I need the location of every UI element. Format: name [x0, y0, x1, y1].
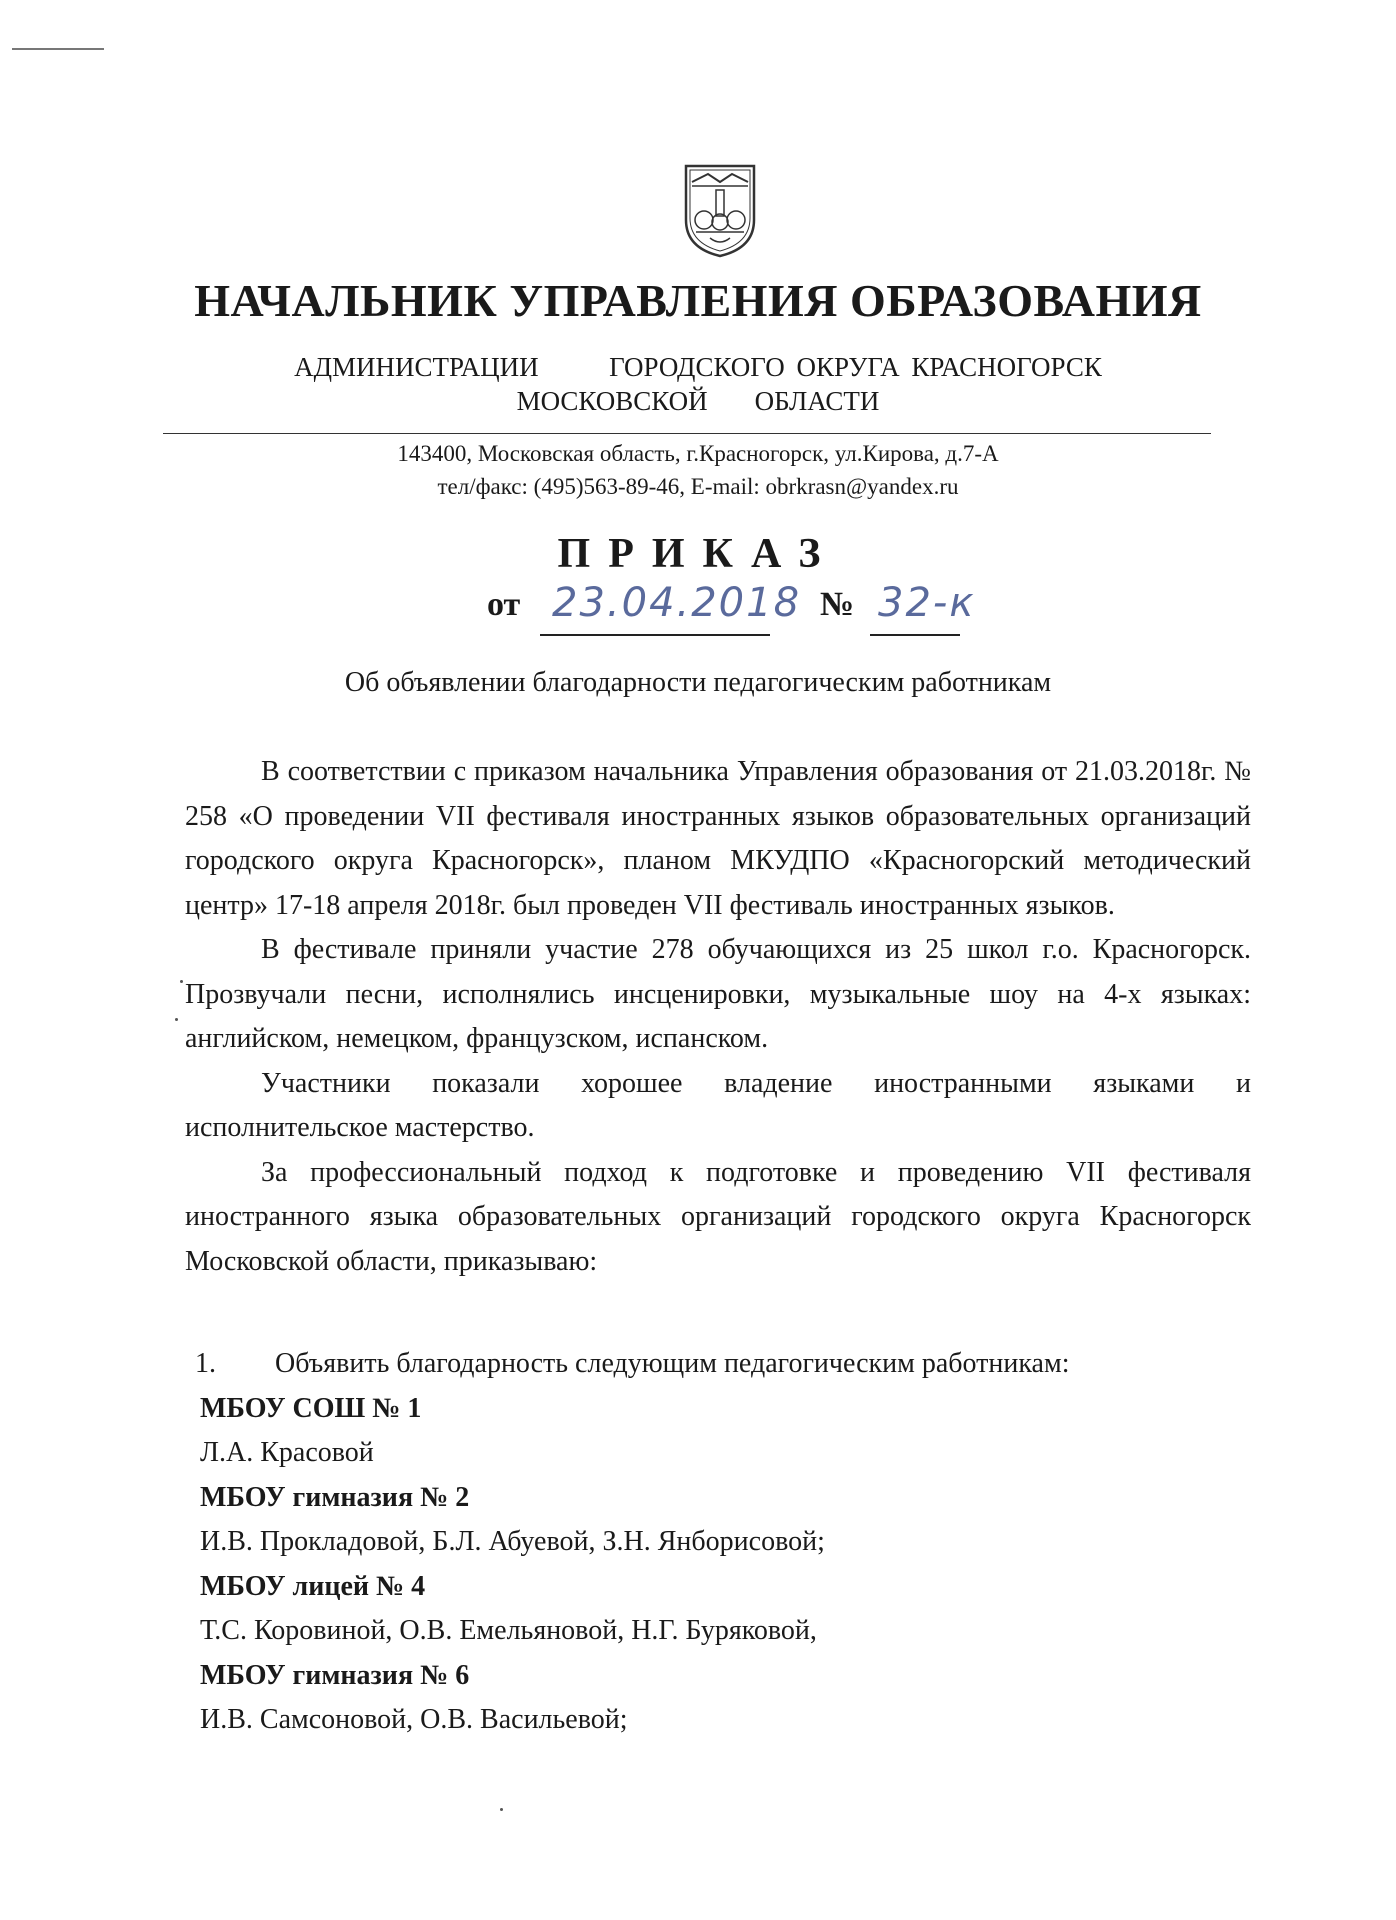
handwritten-date: 23.04.2018 [552, 580, 802, 626]
handwritten-number: 32-к [878, 580, 976, 626]
list-item-number: 1. [195, 1348, 216, 1379]
teacher-names: Т.С. Коровиной, О.В. Емельяновой, Н.Г. Буряковой, [200, 1615, 817, 1646]
number-label: № [820, 586, 855, 623]
department-title: НАЧАЛЬНИК УПРАВЛЕНИЯ ОБРАЗОВАНИЯ [194, 275, 1202, 326]
region-line: МОСКОВСКОЙ ОБЛАСТИ [516, 386, 880, 416]
coat-of-arms-emblem [680, 160, 760, 260]
teacher-names: И.В. Самсоновой, О.В. Васильевой; [200, 1704, 628, 1735]
scan-speck [180, 980, 183, 983]
school-name: МБОУ гимназия № 6 [200, 1659, 470, 1691]
body-paragraph-3: Участники показали хорошее владение иностранными языками и исполнительское мастерство. [185, 1067, 1251, 1143]
body-paragraph-2: В фестивале приняли участие 278 обучающихся из 25 школ г.о. Красногорск. Прозвучали песни, исполнялись инсценировки, музыкальные шоу на 4-х языках: английском, немецком, французском, испанском. [185, 934, 1251, 1054]
postal-address: 143400, Московская область, г.Красногорск, ул.Кирова, д.7-А [397, 441, 999, 466]
date-label: от [487, 586, 521, 623]
school-name: МБОУ СОШ № 1 [200, 1392, 422, 1424]
body-paragraph-4: За профессиональный подход к подготовке и проведению VII фестиваля иностранного языка образовательных организаций городского округа Красногорск Московской области, приказываю: [185, 1156, 1251, 1277]
header-divider [163, 433, 1211, 434]
order-date-number-line [0, 580, 1396, 640]
scan-speck [175, 1018, 178, 1021]
school-name: МБОУ лицей № 4 [200, 1570, 426, 1602]
scan-speck [500, 1808, 503, 1811]
school-name: МБОУ гимназия № 2 [200, 1481, 470, 1513]
teacher-names: Л.А. Красовой [200, 1437, 374, 1468]
administration-line: АДМИНИСТРАЦИИ ГОРОДСКОГО ОКРУГА КРАСНОГОРСК [294, 352, 1102, 382]
contact-info: тел/факс: (495)563-89-46, E-mail: obrkrasn@yandex.ru [437, 474, 959, 499]
order-subject: Об объявлении благодарности педагогическим работникам [344, 667, 1052, 698]
order-heading: ПРИКАЗ [557, 531, 839, 577]
list-item-1 [185, 1342, 1251, 1387]
scan-mark [12, 48, 104, 50]
list-item-text: Объявить благодарность следующим педагогическим работникам: [275, 1348, 1070, 1379]
gratitude-list [185, 1342, 1251, 1743]
order-body [185, 750, 1251, 1284]
date-underline [540, 634, 770, 636]
number-underline [870, 634, 960, 636]
body-paragraph-1: В соответствии с приказом начальника Управления образования от 21.03.2018г. № 258 «О проведении VII фестиваля иностранных языков образовательных организаций городского округа Красногорск», планом МКУДПО «Красногорский методический центр» 17-18 апреля 2018г. был проведен VII фестиваль иностранных языков. [185, 756, 1251, 921]
teacher-names: И.В. Прокладовой, Б.Л. Абуевой, З.Н. Янборисовой; [200, 1526, 825, 1557]
